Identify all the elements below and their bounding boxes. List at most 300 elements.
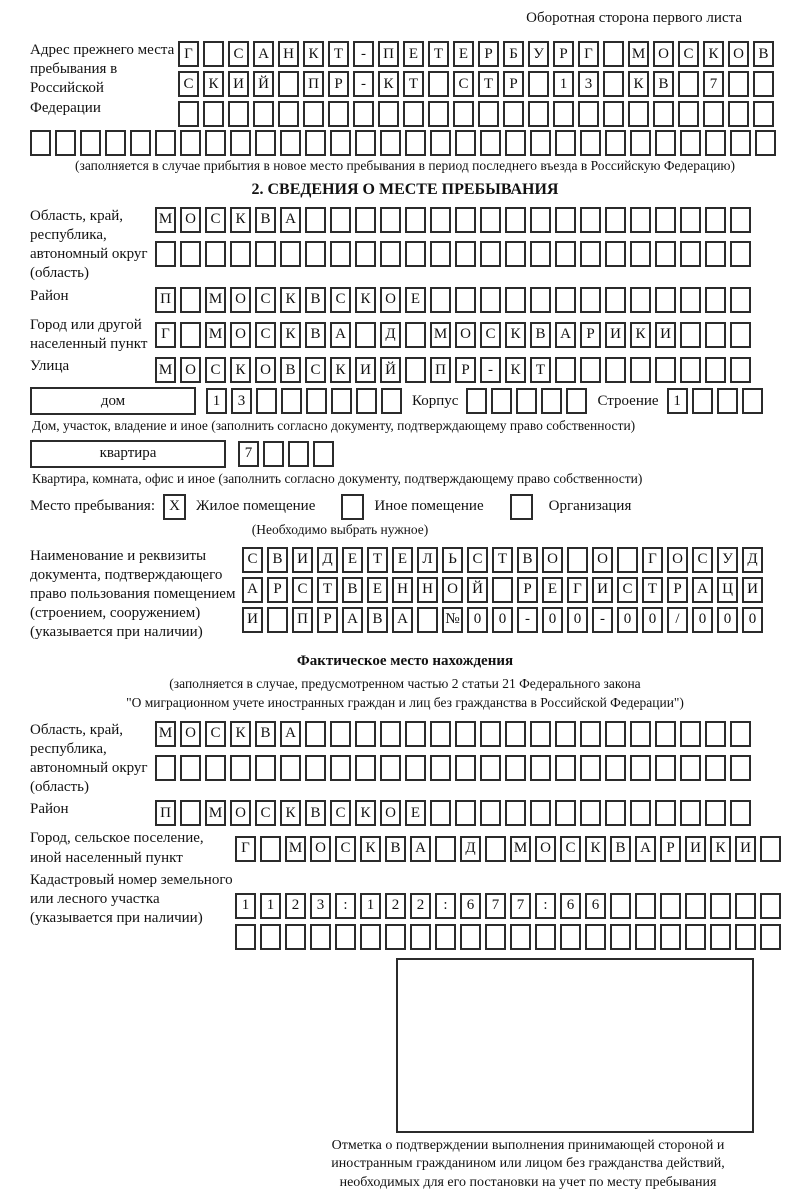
char-cell[interactable]: В [653,71,674,97]
char-cell[interactable] [603,71,624,97]
char-cell[interactable] [230,755,251,781]
char-cell[interactable] [505,721,526,747]
char-cell[interactable] [155,241,176,267]
char-cell[interactable] [355,322,376,348]
char-cell[interactable] [705,207,726,233]
char-cell[interactable] [678,71,699,97]
char-cell[interactable] [760,836,781,862]
char-cell[interactable] [735,924,756,950]
char-cell[interactable] [655,755,676,781]
char-cell[interactable] [555,357,576,383]
char-cell[interactable]: 0 [492,607,513,633]
char-cell[interactable] [753,101,774,127]
char-cell[interactable] [435,924,456,950]
char-cell[interactable]: Т [428,41,449,67]
char-cell[interactable] [703,101,724,127]
char-cell[interactable]: О [592,547,613,573]
char-cell[interactable]: П [378,41,399,67]
char-cell[interactable]: 6 [585,893,606,919]
char-cell[interactable]: Ц [717,577,738,603]
char-cell[interactable]: Й [253,71,274,97]
char-cell[interactable]: В [305,322,326,348]
char-cell[interactable] [205,130,226,156]
char-cell[interactable] [680,207,701,233]
char-cell[interactable] [655,207,676,233]
char-cell[interactable] [680,357,701,383]
char-cell[interactable] [405,721,426,747]
char-cell[interactable] [330,755,351,781]
prev-address-row-4[interactable] [30,130,780,156]
char-cell[interactable] [705,287,726,313]
char-cell[interactable] [580,357,601,383]
char-cell[interactable]: Е [542,577,563,603]
char-cell[interactable] [705,357,726,383]
char-cell[interactable] [253,101,274,127]
char-cell[interactable]: 0 [467,607,488,633]
char-cell[interactable] [480,755,501,781]
district-row[interactable] [155,287,751,313]
char-cell[interactable] [760,893,781,919]
char-cell[interactable] [335,924,356,950]
char-cell[interactable]: С [467,547,488,573]
char-cell[interactable] [603,41,624,67]
char-cell[interactable]: Е [405,287,426,313]
char-cell[interactable]: Р [317,607,338,633]
char-cell[interactable]: Р [328,71,349,97]
char-cell[interactable] [403,101,424,127]
char-cell[interactable] [730,241,751,267]
char-cell[interactable] [380,207,401,233]
char-cell[interactable]: М [155,357,176,383]
char-cell[interactable] [535,924,556,950]
char-cell[interactable] [385,924,406,950]
char-cell[interactable] [680,241,701,267]
char-cell[interactable]: О [230,287,251,313]
char-cell[interactable]: А [280,721,301,747]
char-cell[interactable]: С [335,836,356,862]
char-cell[interactable]: Т [530,357,551,383]
char-cell[interactable]: К [360,836,381,862]
char-cell[interactable] [305,241,326,267]
char-cell[interactable] [505,755,526,781]
char-cell[interactable]: № [442,607,463,633]
char-cell[interactable]: О [180,357,201,383]
char-cell[interactable]: О [442,577,463,603]
char-cell[interactable]: 0 [617,607,638,633]
char-cell[interactable] [680,800,701,826]
char-cell[interactable] [360,924,381,950]
char-cell[interactable]: К [203,71,224,97]
document-row-2[interactable] [242,577,763,603]
char-cell[interactable]: А [280,207,301,233]
char-cell[interactable]: Т [478,71,499,97]
char-cell[interactable]: 0 [542,607,563,633]
char-cell[interactable] [680,287,701,313]
char-cell[interactable]: М [205,322,226,348]
char-cell[interactable] [331,388,352,414]
char-cell[interactable]: К [703,41,724,67]
actual-region-row-2[interactable] [155,755,751,781]
char-cell[interactable] [705,130,726,156]
char-cell[interactable]: К [230,207,251,233]
char-cell[interactable]: М [285,836,306,862]
char-cell[interactable]: О [230,322,251,348]
char-cell[interactable] [478,101,499,127]
char-cell[interactable] [630,800,651,826]
char-cell[interactable] [630,755,651,781]
char-cell[interactable] [655,721,676,747]
char-cell[interactable]: 7 [238,441,259,467]
char-cell[interactable] [180,755,201,781]
char-cell[interactable]: С [305,357,326,383]
char-cell[interactable] [730,755,751,781]
char-cell[interactable] [405,241,426,267]
char-cell[interactable]: Н [417,577,438,603]
actual-district-row[interactable] [155,800,751,826]
char-cell[interactable] [355,721,376,747]
char-cell[interactable] [380,755,401,781]
char-cell[interactable] [555,287,576,313]
char-cell[interactable]: Й [467,577,488,603]
char-cell[interactable] [530,207,551,233]
char-cell[interactable] [410,924,431,950]
char-cell[interactable]: 1 [667,388,688,414]
char-cell[interactable]: Р [553,41,574,67]
char-cell[interactable] [203,41,224,67]
char-cell[interactable]: Л [417,547,438,573]
char-cell[interactable]: К [230,357,251,383]
char-cell[interactable]: У [717,547,738,573]
char-cell[interactable]: А [342,607,363,633]
char-cell[interactable]: О [542,547,563,573]
char-cell[interactable] [280,241,301,267]
char-cell[interactable] [680,130,701,156]
char-cell[interactable] [628,101,649,127]
char-cell[interactable]: А [242,577,263,603]
char-cell[interactable]: С [178,71,199,97]
char-cell[interactable]: М [510,836,531,862]
char-cell[interactable] [585,924,606,950]
char-cell[interactable] [455,755,476,781]
char-cell[interactable] [630,287,651,313]
char-cell[interactable] [605,721,626,747]
char-cell[interactable] [313,441,334,467]
char-cell[interactable] [428,101,449,127]
char-cell[interactable] [730,800,751,826]
char-cell[interactable]: С [453,71,474,97]
char-cell[interactable] [485,836,506,862]
char-cell[interactable]: А [410,836,431,862]
char-cell[interactable]: : [535,893,556,919]
char-cell[interactable] [717,388,738,414]
char-cell[interactable]: В [517,547,538,573]
char-cell[interactable]: С [560,836,581,862]
char-cell[interactable] [353,101,374,127]
char-cell[interactable]: Г [567,577,588,603]
char-cell[interactable]: К [585,836,606,862]
char-cell[interactable] [330,721,351,747]
char-cell[interactable]: Р [667,577,688,603]
char-cell[interactable] [305,207,326,233]
char-cell[interactable]: Ь [442,547,463,573]
char-cell[interactable] [480,130,501,156]
char-cell[interactable] [605,287,626,313]
char-cell[interactable]: Е [405,800,426,826]
char-cell[interactable] [491,388,512,414]
char-cell[interactable] [516,388,537,414]
char-cell[interactable] [417,607,438,633]
char-cell[interactable] [30,130,51,156]
house-number-cells[interactable] [206,388,402,414]
char-cell[interactable] [430,755,451,781]
char-cell[interactable]: 0 [567,607,588,633]
char-cell[interactable] [753,71,774,97]
char-cell[interactable]: Й [380,357,401,383]
char-cell[interactable]: Е [453,41,474,67]
char-cell[interactable] [455,287,476,313]
char-cell[interactable]: С [480,322,501,348]
char-cell[interactable]: С [678,41,699,67]
char-cell[interactable]: В [753,41,774,67]
char-cell[interactable] [455,130,476,156]
char-cell[interactable]: Г [178,41,199,67]
char-cell[interactable] [505,207,526,233]
char-cell[interactable] [305,755,326,781]
char-cell[interactable] [528,71,549,97]
char-cell[interactable] [155,755,176,781]
char-cell[interactable]: / [667,607,688,633]
char-cell[interactable] [405,755,426,781]
char-cell[interactable] [178,101,199,127]
char-cell[interactable]: Е [342,547,363,573]
char-cell[interactable]: И [742,577,763,603]
char-cell[interactable] [155,130,176,156]
char-cell[interactable] [381,388,402,414]
char-cell[interactable] [430,287,451,313]
char-cell[interactable] [728,71,749,97]
char-cell[interactable]: И [355,357,376,383]
char-cell[interactable] [235,924,256,950]
char-cell[interactable]: Е [403,41,424,67]
char-cell[interactable]: К [628,71,649,97]
char-cell[interactable] [692,388,713,414]
char-cell[interactable] [405,322,426,348]
char-cell[interactable]: О [310,836,331,862]
char-cell[interactable]: И [292,547,313,573]
char-cell[interactable]: С [692,547,713,573]
char-cell[interactable] [510,924,531,950]
char-cell[interactable] [255,241,276,267]
char-cell[interactable]: 2 [385,893,406,919]
char-cell[interactable] [330,130,351,156]
char-cell[interactable]: С [255,322,276,348]
char-cell[interactable]: М [205,287,226,313]
region-row-2[interactable] [155,241,751,267]
char-cell[interactable] [310,924,331,950]
cadastral-row-1[interactable] [235,893,781,919]
char-cell[interactable] [605,357,626,383]
char-cell[interactable] [380,241,401,267]
char-cell[interactable] [705,322,726,348]
char-cell[interactable] [480,800,501,826]
prev-address-row-1[interactable] [178,41,774,67]
char-cell[interactable]: Д [317,547,338,573]
char-cell[interactable] [180,287,201,313]
char-cell[interactable] [288,441,309,467]
char-cell[interactable] [555,800,576,826]
char-cell[interactable] [730,357,751,383]
char-cell[interactable]: 2 [285,893,306,919]
char-cell[interactable] [355,755,376,781]
char-cell[interactable] [730,322,751,348]
char-cell[interactable] [305,130,326,156]
char-cell[interactable]: А [692,577,713,603]
korpus-cells[interactable] [466,388,587,414]
char-cell[interactable] [285,924,306,950]
char-cell[interactable] [730,721,751,747]
char-cell[interactable]: С [205,207,226,233]
char-cell[interactable] [55,130,76,156]
char-cell[interactable] [635,924,656,950]
char-cell[interactable]: О [653,41,674,67]
char-cell[interactable] [530,287,551,313]
char-cell[interactable]: М [155,207,176,233]
char-cell[interactable] [380,130,401,156]
char-cell[interactable]: А [635,836,656,862]
char-cell[interactable]: А [392,607,413,633]
char-cell[interactable] [260,836,281,862]
char-cell[interactable] [528,101,549,127]
char-cell[interactable]: - [592,607,613,633]
char-cell[interactable] [278,101,299,127]
street-row[interactable] [155,357,751,383]
char-cell[interactable] [530,721,551,747]
char-cell[interactable] [742,388,763,414]
char-cell[interactable]: К [280,322,301,348]
char-cell[interactable]: 7 [703,71,724,97]
char-cell[interactable]: А [330,322,351,348]
char-cell[interactable]: Е [392,547,413,573]
char-cell[interactable] [580,207,601,233]
char-cell[interactable]: Г [642,547,663,573]
char-cell[interactable]: С [242,547,263,573]
char-cell[interactable] [505,241,526,267]
char-cell[interactable] [466,388,487,414]
char-cell[interactable]: Р [455,357,476,383]
char-cell[interactable] [430,241,451,267]
char-cell[interactable]: С [330,800,351,826]
char-cell[interactable] [480,207,501,233]
char-cell[interactable]: В [305,287,326,313]
char-cell[interactable]: 3 [231,388,252,414]
char-cell[interactable]: К [355,800,376,826]
char-cell[interactable] [635,893,656,919]
char-cell[interactable]: К [230,721,251,747]
char-cell[interactable] [405,207,426,233]
apartment-type-box[interactable]: квартира [30,440,226,468]
char-cell[interactable]: К [378,71,399,97]
char-cell[interactable]: К [505,322,526,348]
char-cell[interactable] [405,130,426,156]
char-cell[interactable] [705,755,726,781]
char-cell[interactable]: 3 [578,71,599,97]
char-cell[interactable] [260,924,281,950]
char-cell[interactable]: О [667,547,688,573]
actual-city-row[interactable] [235,836,781,862]
char-cell[interactable] [755,130,776,156]
char-cell[interactable] [230,241,251,267]
char-cell[interactable]: 0 [692,607,713,633]
char-cell[interactable] [630,357,651,383]
char-cell[interactable]: С [617,577,638,603]
char-cell[interactable] [205,755,226,781]
char-cell[interactable] [505,800,526,826]
char-cell[interactable] [330,241,351,267]
char-cell[interactable] [485,924,506,950]
char-cell[interactable] [555,755,576,781]
char-cell[interactable] [255,755,276,781]
char-cell[interactable]: К [630,322,651,348]
stay-type-checkbox-other[interactable] [341,494,364,520]
char-cell[interactable]: 0 [642,607,663,633]
char-cell[interactable] [355,207,376,233]
char-cell[interactable]: О [728,41,749,67]
char-cell[interactable] [430,800,451,826]
char-cell[interactable] [430,721,451,747]
char-cell[interactable] [630,721,651,747]
char-cell[interactable]: И [735,836,756,862]
char-cell[interactable]: 6 [560,893,581,919]
char-cell[interactable] [480,287,501,313]
char-cell[interactable]: О [180,721,201,747]
char-cell[interactable] [380,721,401,747]
char-cell[interactable]: У [528,41,549,67]
char-cell[interactable] [455,721,476,747]
char-cell[interactable]: Т [492,547,513,573]
char-cell[interactable]: И [655,322,676,348]
char-cell[interactable]: Н [392,577,413,603]
city-row[interactable] [155,322,751,348]
prev-address-row-3[interactable] [178,101,774,127]
char-cell[interactable]: Р [660,836,681,862]
char-cell[interactable] [280,755,301,781]
char-cell[interactable] [530,130,551,156]
char-cell[interactable]: 7 [485,893,506,919]
char-cell[interactable]: С [205,357,226,383]
char-cell[interactable] [567,547,588,573]
char-cell[interactable] [580,287,601,313]
char-cell[interactable]: О [180,207,201,233]
char-cell[interactable] [555,130,576,156]
char-cell[interactable] [655,800,676,826]
char-cell[interactable] [735,893,756,919]
char-cell[interactable]: С [330,287,351,313]
char-cell[interactable]: О [380,287,401,313]
char-cell[interactable]: В [255,721,276,747]
char-cell[interactable] [430,130,451,156]
char-cell[interactable]: 1 [260,893,281,919]
char-cell[interactable] [306,388,327,414]
char-cell[interactable]: К [280,287,301,313]
char-cell[interactable] [205,241,226,267]
char-cell[interactable]: Р [580,322,601,348]
char-cell[interactable] [730,130,751,156]
char-cell[interactable] [263,441,284,467]
char-cell[interactable] [180,241,201,267]
char-cell[interactable]: Г [578,41,599,67]
char-cell[interactable] [267,607,288,633]
char-cell[interactable] [705,721,726,747]
